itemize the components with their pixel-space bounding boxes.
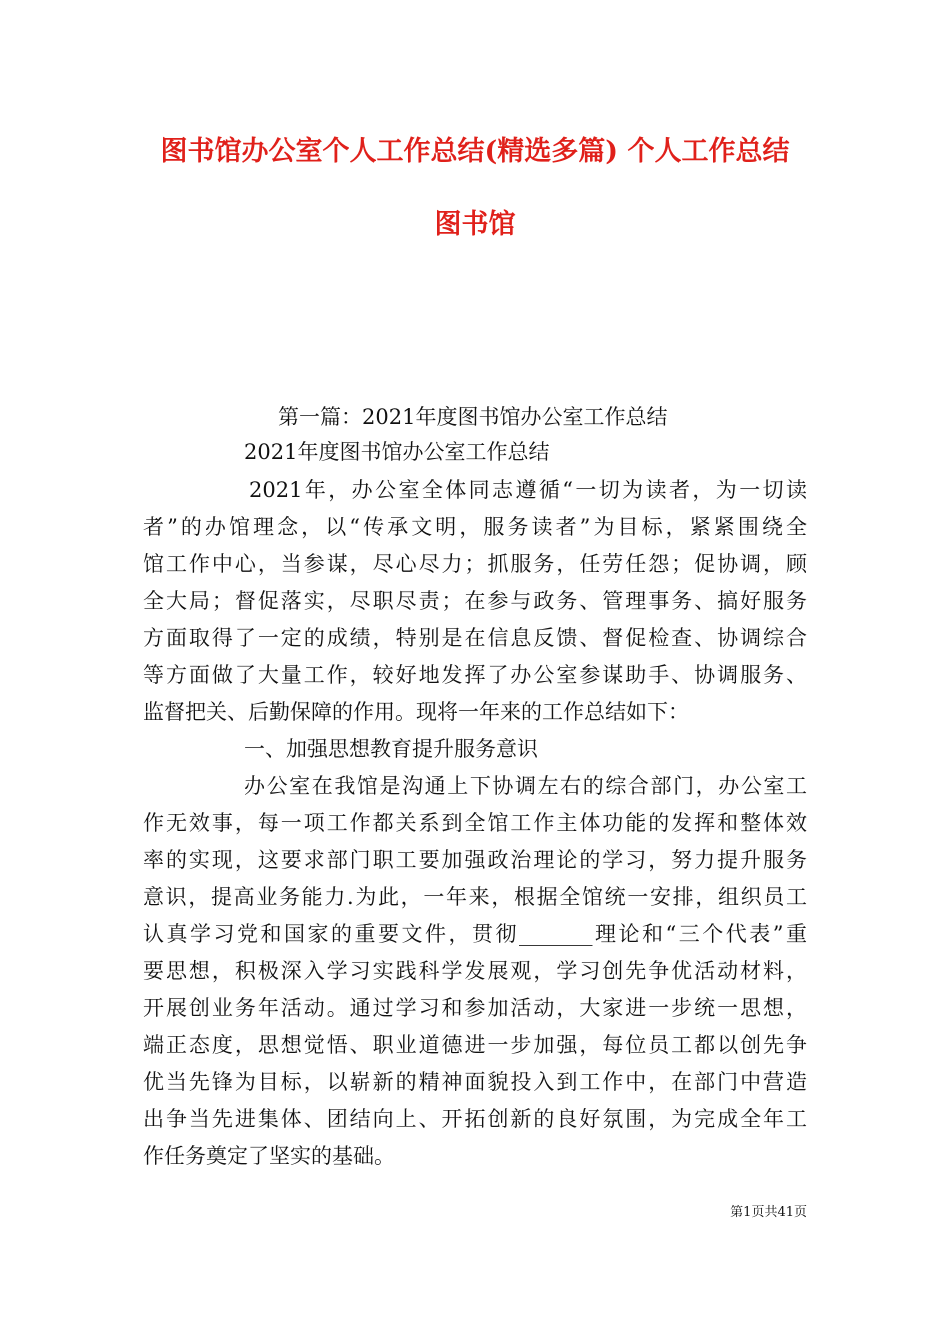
document-title-line-2: 图书馆	[434, 209, 516, 240]
paragraph-line: 要思想，积极深入学习实践科学发展观，学习创先争优活动材料，	[143, 959, 807, 983]
paragraph-line: 开展创业务年活动。通过学习和参加活动，大家进一步统一思想，	[143, 996, 807, 1020]
paragraph-line: 者”的办馆理念，以“传承文明，服务读者”为目标，紧紧围绕全	[143, 515, 807, 539]
paragraph-line: 作任务奠定了坚实的基础。	[143, 1144, 395, 1168]
paragraph-line: 作无效事，每一项工作都关系到全馆工作主体功能的发挥和整体效	[143, 811, 807, 835]
subheading: 2021年度图书馆办公室工作总结	[244, 440, 550, 464]
paragraph-line: 认真学习党和国家的重要文件，贯彻_______理论和“三个代表”重	[143, 922, 807, 946]
paragraph-line: 方面取得了一定的成绩，特别是在信息反馈、督促检查、协调综合	[143, 626, 807, 650]
paragraph-line: 端正态度，思想觉悟、职业道德进一步加强，每位员工都以创先争	[143, 1033, 807, 1057]
paragraph-line: 全大局；督促落实，尽职尽责；在参与政务、管理事务、搞好服务	[143, 589, 807, 613]
section-heading: 第一篇：2021年度图书馆办公室工作总结	[278, 405, 668, 429]
heading-1: 一、加强思想教育提升服务意识	[244, 737, 538, 761]
paragraph-line: 意识，提高业务能力.为此，一年来，根据全馆统一安排，组织员工	[143, 885, 807, 909]
paragraph-line: 办公室在我馆是沟通上下协调左右的综合部门，办公室工	[244, 774, 807, 798]
paragraph-line: 率的实现，这要求部门职工要加强政治理论的学习，努力提升服务	[143, 848, 807, 872]
paragraph-line: 馆工作中心，当参谋，尽心尽力；抓服务，任劳任怨；促协调，顾	[143, 552, 807, 576]
document-title-line-1: 图书馆办公室个人工作总结(精选多篇) 个人工作总结	[160, 136, 790, 167]
paragraph-line: 监督把关、后勤保障的作用。现将一年来的工作总结如下：	[143, 700, 689, 724]
paragraph-line: 等方面做了大量工作，较好地发挥了办公室参谋助手、协调服务、	[143, 663, 807, 687]
paragraph-line: 优当先锋为目标，以崭新的精神面貌投入到工作中，在部门中营造	[143, 1070, 807, 1094]
paragraph-line: 出争当先进集体、团结向上、开拓创新的良好氛围，为完成全年工	[143, 1107, 807, 1131]
paragraph-line: 2021年，办公室全体同志遵循“一切为读者，为一切读	[249, 478, 807, 502]
page-number: 第1页共41页	[730, 1205, 807, 1220]
